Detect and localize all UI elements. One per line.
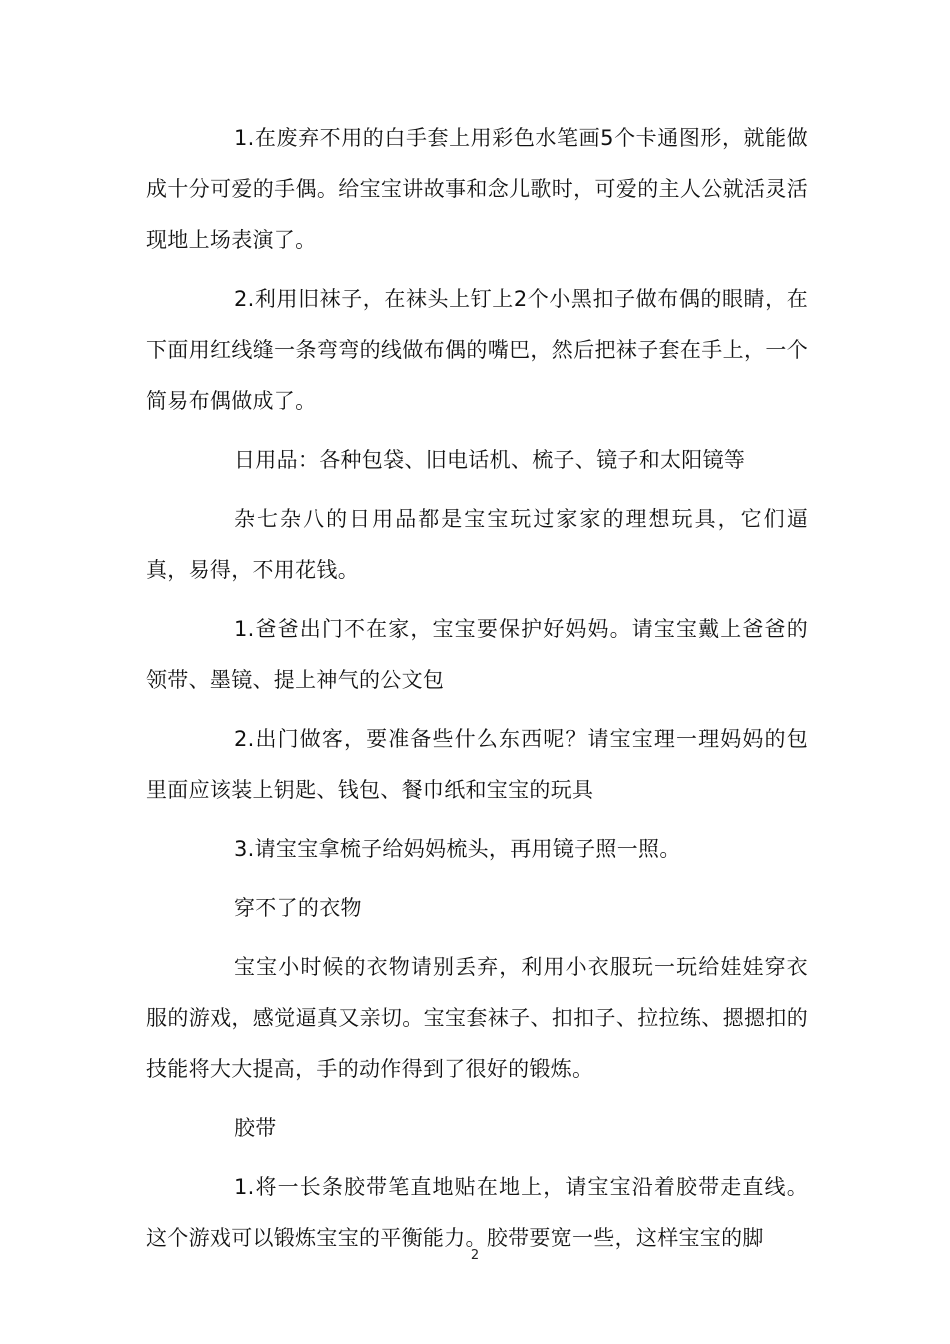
paragraph-2: 2.利用旧袜子，在袜头上钉上2个小黑扣子做布偶的眼睛，在下面用红线缝一条弯弯的线做布偶的嘴巴，然后把袜子套在手上，一个简易布偶做成了。 [146,287,808,413]
page-number: 2 [470,1248,480,1263]
paragraph-11: 1.将一长条胶带笔直地贴在地上，请宝宝沿着胶带走直线。这个游戏可以锻炼宝宝的平衡能力。胶带要宽一些，这样宝宝的脚 [146,1175,808,1250]
paragraph-7: 3.请宝宝拿梳子给妈妈梳头，再用镜子照一照。 [234,837,681,861]
paragraph-4: 杂七杂八的日用品都是宝宝玩过家家的理想玩具，它们逼真，易得，不用花钱。 [146,507,808,582]
paragraph-1: 1.在废弃不用的白手套上用彩色水笔画5个卡通图形，就能做成十分可爱的手偶。给宝宝讲故事和念儿歌时，可爱的主人公就活灵活现地上场表演了。 [146,126,808,252]
document-body [146,113,808,1272]
paragraph-6: 2.出门做客，要准备些什么东西呢？请宝宝理一理妈妈的包里面应该装上钥匙、钱包、餐巾纸和宝宝的玩具 [146,727,808,802]
paragraph-3: 日用品：各种包袋、旧电话机、梳子、镜子和太阳镜等 [234,448,746,472]
section-heading-clothes: 穿不了的衣物 [234,896,362,920]
section-heading-tape: 胶带 [234,1116,277,1140]
paragraph-5: 1.爸爸出门不在家，宝宝要保护好妈妈。请宝宝戴上爸爸的领带、墨镜、提上神气的公文包 [146,617,808,692]
paragraph-9: 宝宝小时候的衣物请别丢弃，利用小衣服玩一玩给娃娃穿衣服的游戏，感觉逼真又亲切。宝宝套袜子、扣扣子、拉拉练、摁摁扣的技能将大大提高，手的动作得到了很好的锻炼。 [146,955,808,1081]
